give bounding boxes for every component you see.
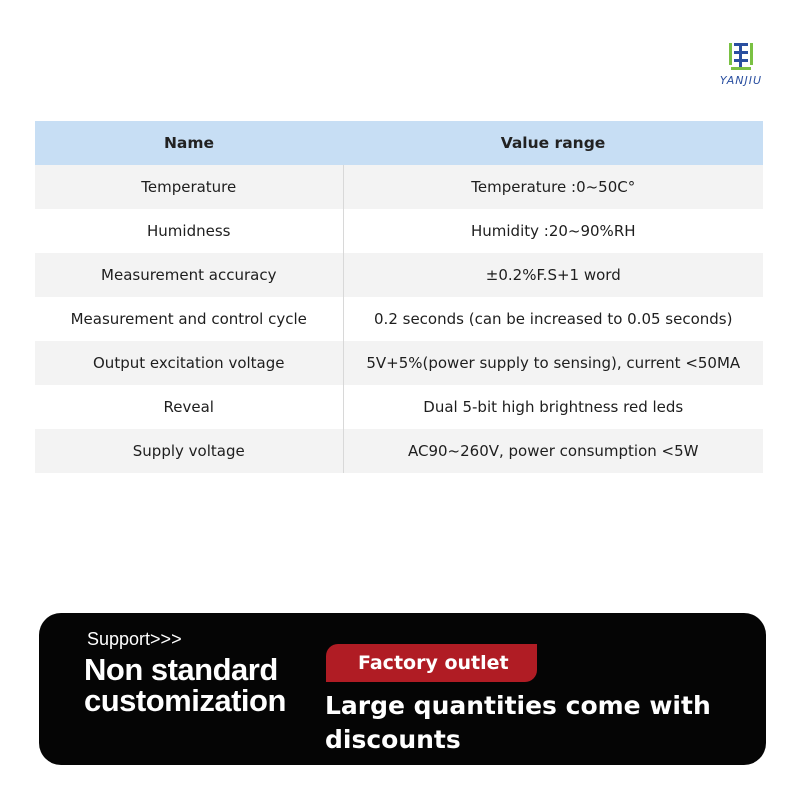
- row-value: ±0.2%F.S+1 word: [343, 253, 763, 297]
- table-row: [35, 341, 763, 385]
- row-name: Supply voltage: [35, 429, 343, 473]
- row-name: Output excitation voltage: [35, 341, 343, 385]
- table-header-row: [35, 121, 763, 165]
- row-value: Temperature :0~50C°: [343, 165, 763, 209]
- row-value: 0.2 seconds (can be increased to 0.05 seconds): [343, 297, 763, 341]
- table-row: [35, 209, 763, 253]
- column-header-name: Name: [35, 121, 343, 165]
- row-value: AC90~260V, power consumption <5W: [343, 429, 763, 473]
- row-value: 5V+5%(power supply to sensing), current <50MA: [343, 341, 763, 385]
- row-name: Reveal: [35, 385, 343, 429]
- row-name: Humidness: [35, 209, 343, 253]
- row-value: Humidity :20~90%RH: [343, 209, 763, 253]
- brand-logo-text: YANJIU: [719, 74, 763, 87]
- row-name: Measurement and control cycle: [35, 297, 343, 341]
- discount-offer-text: Large quantities come with discounts: [325, 691, 711, 754]
- support-label: Support>>>: [87, 629, 182, 649]
- table-row: [35, 297, 763, 341]
- spec-table: [35, 121, 763, 473]
- column-header-value: Value range: [343, 121, 763, 165]
- table-row: [35, 253, 763, 297]
- table-row: [35, 429, 763, 473]
- brand-logo: [712, 40, 770, 90]
- headline: Non standard customization: [84, 652, 286, 718]
- factory-outlet-badge: Factory outlet: [326, 644, 537, 682]
- row-name: Measurement accuracy: [35, 253, 343, 297]
- table-row: [35, 165, 763, 209]
- table-row: [35, 385, 763, 429]
- promo-banner: [39, 613, 766, 765]
- row-value: Dual 5-bit high brightness red leds: [343, 385, 763, 429]
- brand-logo-icon: [724, 40, 758, 74]
- row-name: Temperature: [35, 165, 343, 209]
